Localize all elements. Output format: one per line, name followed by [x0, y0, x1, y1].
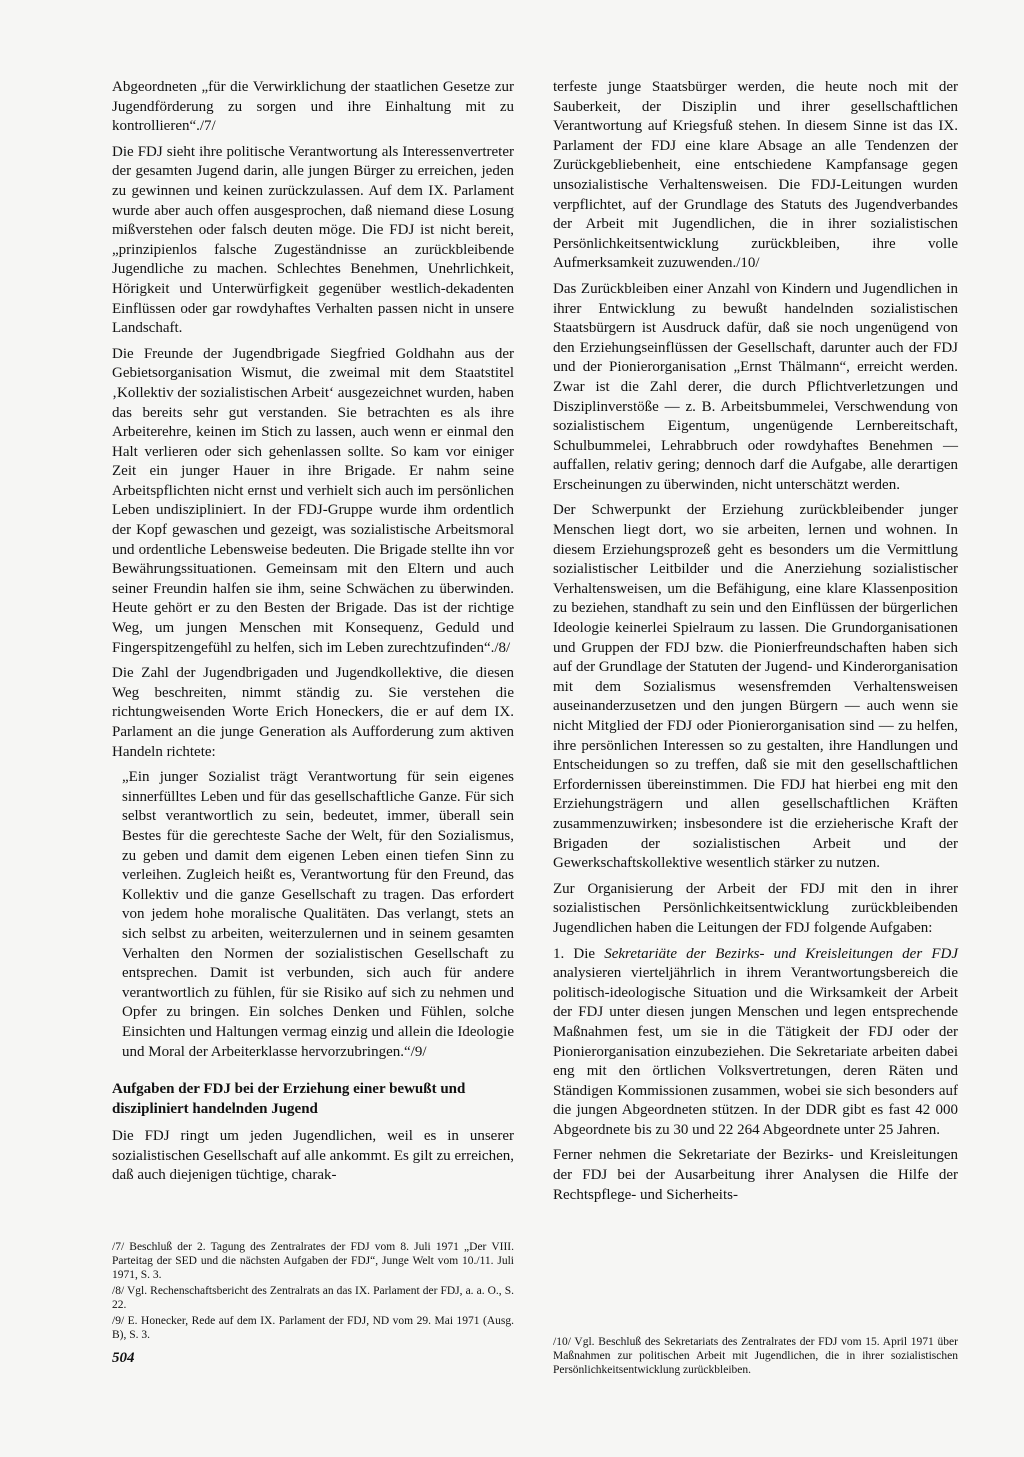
footnotes-right: [553, 1335, 958, 1379]
paragraph: Das Zurückbleiben einer Anzahl von Kindern und Jugendlichen in ihrer Entwicklung zu bewußt handelnden sozialistischen Staatsbürgern ist Ausdruck dafür, daß sie noch ungenügend von den Erziehungseinflüssen der Gesellschaft, darunter auch der FDJ und der Pionierorganisation „Ernst Thälmann“, erreicht werden. Zwar ist die Zahl derer, die durch Pflichtverletzungen und Disziplinverstöße — z. B. Arbeitsbummelei, Verschwendung von sozialistischem Eigentum, ungenügende Lernbereitschaft, Schulbummelei, Lehrabbruch oder rowdyhaftes Benehmen — auffallen, relativ gering; dennoch darf die Aufgabe, alle derartigen Erscheinungen zu überwinden, nicht unterschätzt werden.: [553, 280, 958, 493]
paragraph: Ferner nehmen die Sekretariate der Bezirks- und Kreisleitungen der FDJ bei der Ausarbeitung ihrer Analysen die Hilfe der Rechtspflege- und Sicherheits-: [553, 1147, 958, 1203]
footnote: /10/ Vgl. Beschluß des Sekretariats des Zentralrates der FDJ vom 15. April 1971 über Maßnahmen zur politischen Arbeit mit Jugendlichen, die in ihrer sozialistischen Persönlichkeitsentwicklung zurückbleiben.: [553, 1336, 958, 1376]
left-column: [112, 78, 514, 1192]
numbered-item-1: [553, 945, 958, 1141]
paragraph: terfeste junge Staatsbürger werden, die heute noch mit der Sauberkeit, der Disziplin und ihrer gesellschaftlichen Verantwortung auf Kriegsfuß stehen. In diesem Sinne ist das IX. Parlament der FDJ eine klare Absage an alle Tendenzen der Zurückgebliebenheit, eine entschiedene Kampfansage gegen unsozialistische Verhaltensweisen. Die FDJ-Leitungen wurden verpflichtet, auf der Grundlage des Statuts des Jugendverbandes der Arbeit mit Jugendlichen, die in ihrer sozialistischen Persönlichkeitsentwicklung zurückbleiben, ihre volle Aufmerksamkeit zuzuwenden./10/: [553, 79, 958, 272]
item-text: analysieren vierteljährlich in ihrem Verantwortungsbereich die politisch-ideologische Situation und die Wirksamkeit der Arbeit der FDJ unter diesen jungen Menschen und legen entsprechende Maßnahmen fest, um sie in die Tätigkeit der FDJ oder der Pionierorganisation einzubeziehen. Die Sekretariate arbeiten dabei eng mit den örtlichen Volksvertretungen, deren Räten und Ständigen Kommissionen zusammen, wobei sie sich besonders auf die jungen Abgeordneten stützen. In der DDR gibt es fast 42 000 Abgeordnete bis zu 30 und 22 264 Abgeordnete unter 25 Jahren.: [553, 965, 958, 1138]
footnote: /7/ Beschluß der 2. Tagung des Zentralrates der FDJ vom 8. Juli 1971 „Der VIII. Parteitag der SED und die nächsten Aufgaben der FDJ“, Junge Welt vom 10./11. Juli 1971, S. 3.: [112, 1241, 514, 1281]
paragraph: Der Schwerpunkt der Erziehung zurückbleibender junger Menschen liegt dort, wo sie arbeiten, lernen und wohnen. In diesem Erziehungsprozeß geht es besonders um die Vermittlung sozialistischer Leitbilder und die Anerziehung sozialistischer Verhaltensweisen, um die Befähigung, eine klare Klassenposition zu beziehen, standhaft zu sein und den Einflüssen der bürgerlichen Ideologie keinerlei Spielraum zu lassen. Die Grundorganisationen und Gruppen der FDJ bzw. die Pionierfreundschaften haben sich auf der Grundlage der Statuten der Jugend- und Kinderorganisation mit dem Sozialismus wesensfremden Verhaltensweisen auseinanderzusetzen und den jungen Bürgern — auch wenn sie nicht Mitglied der FDJ oder Pionierorganisation sind — zu helfen, ihre persönlichen Interessen so zu gestalten, ihre Handlungen und Entscheidungen so zu treffen, daß sie mit den gesellschaftlichen Erfordernissen übereinstimmen. Die FDJ hat hierbei eng mit den Erziehungsträgern und allen gesellschaftlichen Kräften zusammenzuwirken; insbesondere ist die erzieherische Kraft der Brigaden der sozialistischen Arbeit und der Gewerkschaftskollektive wesentlich stärker zu nutzen.: [553, 502, 958, 872]
paragraph: Zur Organisierung der Arbeit der FDJ mit den in ihrer sozialistischen Persönlichkeitsentwicklung zurückbleibenden Jugendlichen haben die Leitungen der FDJ folgende Aufgaben:: [553, 880, 958, 936]
paragraph: Die FDJ sieht ihre politische Verantwortung als Interessenvertreter der gesamten Jugend darin, alle jungen Bürger zu erreichen, jeden zu gewinnen und keinen zurückzulassen. Auf dem IX. Parlament wurde aber auch offen ausgesprochen, daß niemand diese Losung mißverstehen oder falsch deuten möge. Die FDJ ist nicht bereit, „prinzipienlos falsche Zugeständnisse an zurückbleibende Jugendliche zu machen. Schlechtes Benehmen, Unehrlichkeit, Hörigkeit und Unterwürfigkeit gegenüber westlich-dekadenten Einflüssen oder gar rowdyhaftes Verhalten passen nicht in unsere Landschaft.: [112, 143, 514, 337]
paragraph: Die Zahl der Jugendbrigaden und Jugendkollektive, die diesen Weg beschreiten, nimmt ständig zu. Sie verstehen die richtungweisenden Worte Erich Honeckers, die er auf dem IX. Parlament an die junge Generation als Aufforderung zum aktiven Handeln richtete:: [112, 665, 514, 760]
paragraph: Die FDJ ringt um jeden Jugendlichen, weil es in unserer sozialistischen Gesellschaft auf alle ankommt. Es gilt zu erreichen, daß auch diejenigen tüchtige, charak-: [112, 1128, 514, 1184]
page-number: 504: [112, 1350, 135, 1366]
item-italic-subject: Sekretariäte der Bezirks- und Kreisleitungen der FDJ: [604, 945, 958, 962]
honecker-quote: „Ein junger Sozialist trägt Verantwortung für sein eigenes sinnerfülltes Leben und für das gesellschaftliche Ganze. Für sich selbst verantwortlich zu sein, bedeutet, immer, überall sein Bestes für die gerechteste Sache der Welt, für den Sozialismus, zu geben und damit dem eigenen Leben einen tiefen Sinn zu verleihen. Zugleich heißt es, Verantwortung für den Freund, das Kollektiv und die ganze Gesellschaft zu tragen. Das erfordert von jedem hohe moralische Qualitäten. Das verlangt, stets an sich selbst zu arbeiten, weiterzulernen und in seinem gesamten Verhalten den Normen der sozialistischen Gesellschaft zu entsprechen. Damit ist verbunden, sich auch für andere verantwortlich zu fühlen, für sie Risiko auf sich zu nehmen und Opfer zu bringen. Ein solches Denken und Fühlen, solche Einsichten und Haltungen vermag einzig und allein die Ideologie und Moral der Arbeiterklasse hervorzubringen.“/9/: [122, 769, 514, 1060]
footnote: /9/ E. Honecker, Rede auf dem IX. Parlament der FDJ, ND vom 29. Mai 1971 (Ausg. B), S. 3.: [112, 1315, 514, 1341]
section-heading: Aufgaben der FDJ bei der Erziehung einer bewußt und diszipliniert handelnden Jugend: [112, 1081, 466, 1117]
paragraph: Abgeordneten „für die Verwirklichung der staatlichen Gesetze zur Jugendförderung zu sorgen und ihre Einhaltung mit zu kontrollieren“./7/: [112, 79, 514, 135]
footnotes-left: [112, 1240, 514, 1344]
paragraph: Die Freunde der Jugendbrigade Siegfried Goldhahn aus der Gebietsorganisation Wismut, die zweimal mit dem Staatstitel ‚Kollektiv der sozialistischen Arbeit‘ ausgezeichnet wurden, haben das bereits sehr gut verstanden. Sie betrachten es als ihre Arbeiterehre, keinen im Stich zu lassen, auch wenn er einmal den Halt verlieren oder sich gehenlassen sollte. So kam vor einiger Zeit ein junger Hauer in ihre Brigade. Er nahm seine Arbeitspflichten nicht ernst und verhielt sich auch im persönlichen Leben undiszipliniert. In der FDJ-Gruppe wurde ihm ordentlich der Kopf gewaschen und gezeigt, was sozialistische Arbeitsmoral und ordentliche Lebensweise bedeuten. Die Brigade stellte ihn vor Bewährungssituationen. Gemeinsam mit den Eltern und auch seiner Freundin halfen sie ihm, seine Schwächen zu überwinden. Heute gehört er zu den Besten der Brigade. Das ist der richtige Weg, um jungen Menschen mit Konsequenz, Geduld und Fingerspitzengefühl zu helfen, sich im Leben zurechtzufinden“./8/: [112, 345, 514, 656]
right-column: [553, 78, 958, 1211]
footnote: /8/ Vgl. Rechenschaftsbericht des Zentralrats an das IX. Parlament der FDJ, a. a. O., S. 22.: [112, 1285, 514, 1311]
item-number: 1. Die: [553, 945, 605, 962]
